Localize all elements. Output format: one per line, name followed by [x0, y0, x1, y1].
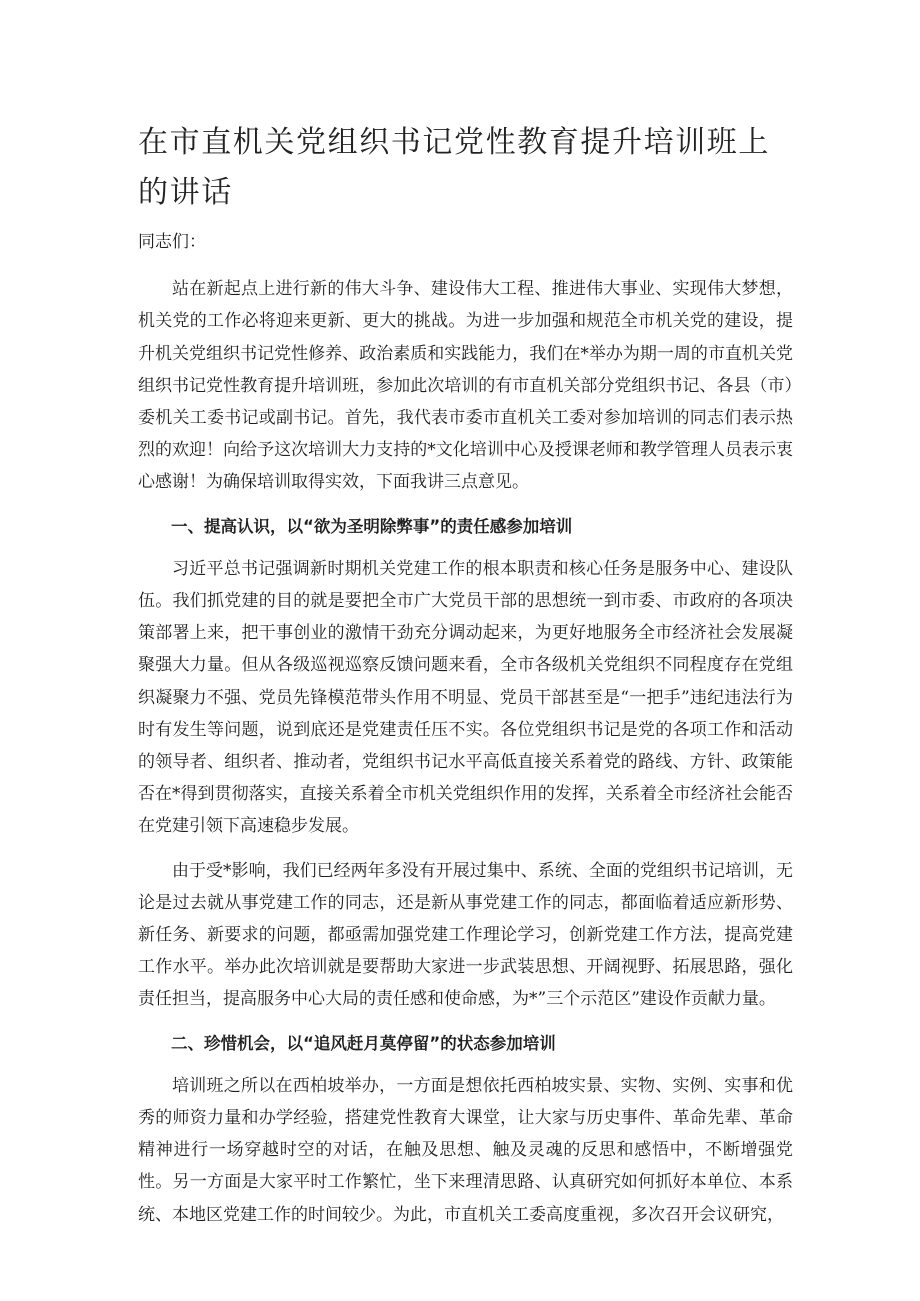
paragraph-intro: 站在新起点上进行新的伟大斗争、建设伟大工程、推进伟大事业、实现伟大梦想，机关党的工作必将迎来更新、更大的挑战。为进一步加强和规范全市机关党的建设，提升机关党组织书记党性修养、政治素质和实践能力，我们在*举办为期一周的市直机关党组织书记党性教育提升培训班，参加此次培训的有市直机关部分党组织书记、各县（市）委机关工委书记或副书记。首先，我代表市委市直机关工委对参加培训的同志们表示热烈的欢迎！向给予这次培训大力支持的*文化培训中心及授课老师和教学管理人员表示衷心感谢！为确保培训取得实效，下面我讲三点意见。	[138, 279, 793, 493]
paragraph-1: 习近平总书记强调新时期机关党建工作的根本职责和核心任务是服务中心、建设队伍。我们抓党建的目的就是要把全市广大党员干部的思想统一到市委、市政府的各项决策部署上来，把干事创业的激情干劲充分调动起来，为更好地服务全市经济社会发展凝聚强大力量。但从各级巡视巡察反馈问题来看，全市各级机关党组织不同程度存在党组织凝聚力不强、党员先锋模范带头作用不明显、党员干部甚至是“一把手”违纪违法行为时有发生等问题，说到底还是党建责任压不实。各位党组织书记是党的各项工作和活动的领导者、组织者、推动者，党组织书记水平高低直接关系着党的路线、方针、政策能否在*得到贯彻落实，直接关系着全市机关党组织作用的发挥，关系着全市经济社会能否在党建引领下高速稳步发展。	[138, 558, 793, 837]
document-body	[138, 226, 793, 1243]
document-title: 在市直机关党组织书记党性教育提升培训班上的讲话	[138, 125, 770, 210]
greeting: 同志们：	[138, 232, 206, 252]
paragraph-2: 由于受*影响，我们已经两年多没有开展过集中、系统、全面的党组织书记培训，无论是过去就从事党建工作的同志，还是新从事党建工作的同志，都面临着适应新形势、新任务、新要求的问题，都亟需加强党建工作理论学习，创新党建工作方法，提高党建工作水平。举办此次培训就是要帮助大家进一步武装思想、开阔视野、拓展思路，强化责任担当，提高服务中心大局的责任感和使命感，为*”三个示范区”建设作贡献力量。	[138, 860, 793, 1010]
section-heading-1: 一、提高认识，以“欲为圣明除弊事”的责任感参加培训	[171, 516, 573, 536]
section-heading-2: 二、珍惜机会，以“追风赶月莫停留”的状态参加培训	[171, 1033, 556, 1053]
paragraph-3: 培训班之所以在西柏坡举办，一方面是想依托西柏坡实景、实物、实例、实事和优秀的师资力量和办学经验，搭建党性教育大课堂，让大家与历史事件、革命先辈、革命精神进行一场穿越时空的对话，在触及思想、触及灵魂的反思和感悟中，不断增强党性。另一方面是大家平时工作繁忙，坐下来理清思路、认真研究如何抓好本单位、本系统、本地区党建工作的时间较少。为此，市直机关工委高度重视，多次召开会议研究，	[138, 1075, 793, 1225]
